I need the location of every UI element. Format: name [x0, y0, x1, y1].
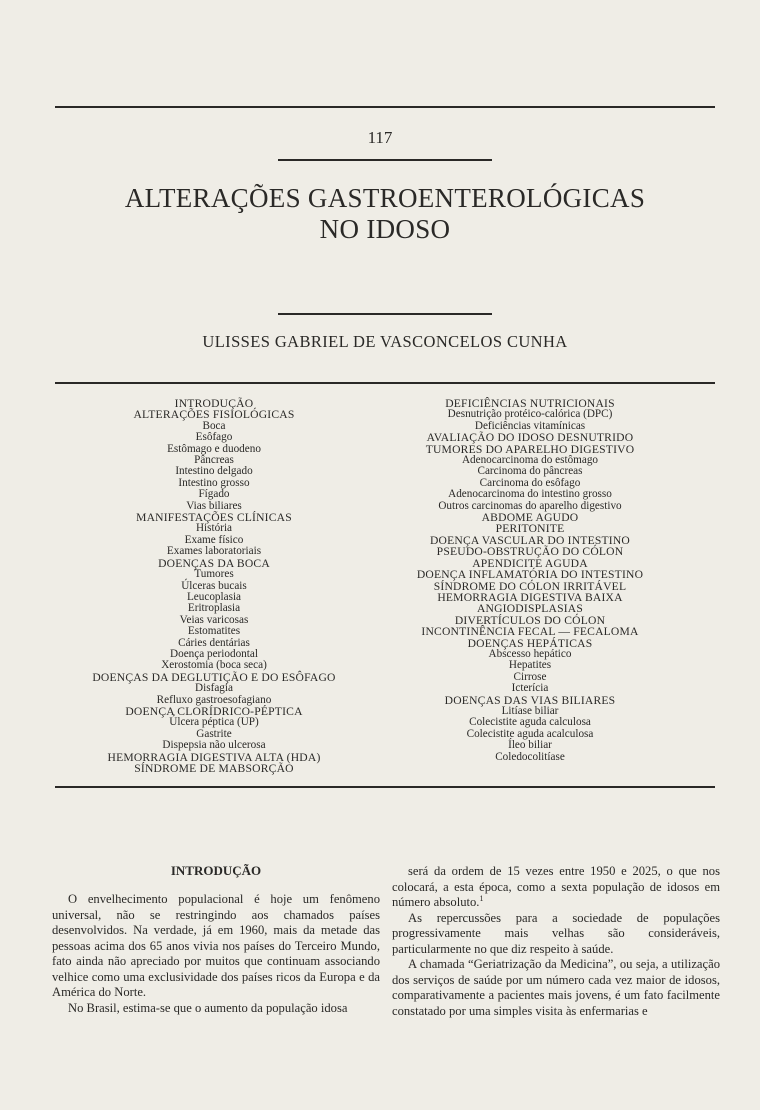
toc-subsection: Carcinoma do pâncreas — [477, 465, 583, 478]
toc-subsection: Doença periodontal — [170, 647, 258, 660]
toc-subsection: Fígado — [198, 488, 230, 501]
chapter-number-rule — [278, 159, 492, 161]
toc-subsection: Úlcera péptica (UP) — [169, 716, 259, 729]
toc-subsection: Carcinoma do esôfago — [479, 476, 581, 489]
toc-subsection: Vias biliares — [186, 499, 242, 512]
toc-section-heading: DOENÇA CLORÍDRICO-PÉPTICA — [125, 704, 303, 718]
toc-subsection: Outros carcinomas do aparelho digestivo — [438, 499, 622, 512]
toc-section-heading: DOENÇAS DA DEGLUTIÇÃO E DO ESÔFAGO — [92, 670, 336, 684]
chapter-title-line-1: ALTERAÇÕES GASTROENTEROLÓGICAS — [124, 183, 646, 213]
toc-section-heading: DEFICIÊNCIAS NUTRICIONAIS — [445, 397, 615, 410]
toc-section-heading: ANGIODISPLASIAS — [476, 602, 584, 616]
section-heading-introducao: INTRODUÇÃO — [170, 863, 262, 878]
body-paragraph: As repercussões para a sociedade de populações progressivamente mais velhas são consideráveis, particularmente no que diz respeito à saúde. — [392, 910, 720, 956]
toc-subsection: Esôfago — [195, 431, 233, 444]
body-paragraph: No Brasil, estima-se que o aumento da população idosa — [68, 1000, 348, 1015]
toc-subsection: Cáries dentárias — [178, 636, 250, 649]
toc-subsection: Colecistite aguda calculosa — [469, 716, 591, 729]
toc-section-heading: PERITONITE — [495, 522, 565, 536]
toc-subsection: Veias varicosas — [179, 613, 249, 626]
toc-subsection: Pâncreas — [194, 454, 234, 467]
toc-section-heading: ABDOME AGUDO — [481, 511, 579, 525]
toc-section-heading: HEMORRAGIA DIGESTIVA ALTA (HDA) — [107, 750, 321, 764]
toc-subsection: Abscesso hepático — [488, 647, 572, 660]
toc-section-heading: DOENÇA INFLAMATÓRIA DO INTESTINO — [416, 568, 644, 582]
toc-subsection: Intestino delgado — [175, 465, 253, 478]
toc-section-heading: APENDICITE AGUDA — [472, 556, 588, 570]
body-paragraph — [392, 864, 720, 911]
toc-subsection: Exame físico — [184, 533, 244, 546]
toc-section-heading: DOENÇAS HEPÁTICAS — [467, 636, 593, 650]
toc-top-rule — [55, 382, 715, 384]
toc-section-heading: INTRODUÇÃO — [174, 397, 254, 410]
toc-left-column — [64, 398, 364, 774]
toc-subsection: Leucoplasia — [186, 590, 242, 603]
paragraph-text: será da ordem de 15 vezes entre 1950 e 2025, o que nos colocará, a esta época, como a sexta população de idosos em número absoluto. — [392, 864, 720, 909]
toc-section-heading: INCONTINÊNCIA FECAL — FECALOMA — [421, 625, 639, 639]
toc-subsection: Estomatites — [187, 625, 241, 638]
toc-subsection: Boca — [202, 419, 226, 432]
toc-subsection: Refluxo gastroesofagiano — [156, 693, 272, 706]
toc-subsection: Icterícia — [511, 682, 549, 695]
toc-subsection: Úlceras bucais — [181, 579, 247, 592]
toc-section-heading: ALTERAÇÕES FISIOLÓGICAS — [133, 408, 295, 422]
toc-subsection: Dispepsia não ulcerosa — [162, 739, 266, 752]
toc-subsection: Xerostomia (boca seca) — [161, 659, 267, 672]
chapter-title — [0, 183, 760, 245]
toc-subsection: Hepatites — [508, 659, 552, 672]
toc-subsection: Exames laboratoriais — [166, 545, 262, 558]
toc-subsection: Adenocarcinoma do estômago — [461, 454, 599, 467]
toc-section-heading: DOENÇA VASCULAR DO INTESTINO — [429, 533, 631, 547]
toc-section-heading: SÍNDROME DE MABSORÇÃO — [134, 762, 294, 775]
toc-subsection: Cirrose — [513, 670, 547, 683]
toc-section-heading: TUMORES DO APARELHO DIGESTIVO — [425, 442, 635, 456]
toc-subsection: Gastrite — [196, 727, 232, 740]
toc-section-heading: PSEUDO-OBSTRUÇÃO DO CÓLON — [436, 545, 624, 559]
toc-subsection: Coledocolitíase — [495, 750, 565, 763]
toc-subsection: História — [195, 522, 233, 535]
toc-section-heading: MANIFESTAÇÕES CLÍNICAS — [136, 511, 292, 525]
toc-subsection: Tumores — [194, 568, 234, 581]
toc-bottom-rule — [55, 786, 715, 788]
chapter-number: 117 — [367, 128, 393, 147]
toc-section-heading: DOENÇAS DAS VIAS BILIARES — [444, 693, 616, 707]
toc-section-heading: DOENÇAS DA BOCA — [158, 556, 270, 570]
toc-subsection: Litíase biliar — [501, 704, 559, 717]
toc-section-heading: HEMORRAGIA DIGESTIVA BAIXA — [437, 590, 623, 604]
reference-superscript: 1 — [479, 893, 484, 903]
toc-subsection: Desnutrição protéico-calórica (DPC) — [447, 408, 613, 421]
body-paragraph: O envelhecimento populacional é hoje um fenômeno universal, não se restringindo aos chamados países desenvolvidos. Na verdade, já em 1960, mais da metade das pessoas acima dos 65 anos vivia nos países do Terceiro Mundo, fato ainda não apreciado por muitos que continuam associando velhice como uma exclusividade dos países ricos da Europa e da América do Norte. — [52, 892, 380, 999]
toc-subsection: Eritroplasia — [187, 602, 241, 615]
toc-subsection: Colecistite aguda acalculosa — [466, 727, 594, 740]
top-rule — [55, 106, 715, 108]
body-left-column — [52, 892, 380, 1016]
toc-right-column — [380, 398, 680, 763]
toc-section-heading: DIVERTÍCULOS DO CÓLON — [454, 613, 606, 627]
toc-subsection: Estômago e duodeno — [167, 442, 261, 455]
toc-subsection: Íleo biliar — [508, 739, 552, 752]
toc-subsection: Deficiências vitamínicas — [474, 419, 586, 432]
body-paragraph: A chamada “Geriatrização da Medicina”, ou seja, a utilização dos serviços de saúde por um número cada vez maior de idosos, comparativamente a pacientes mais jovens, é um fato facilmente constatado por uma simples visita às enfermarias e — [392, 957, 720, 1018]
toc-subsection: Disfagia — [195, 682, 233, 695]
toc-section-heading: AVALIAÇÃO DO IDOSO DESNUTRIDO — [426, 431, 634, 445]
toc-section-heading: SÍNDROME DO CÓLON IRRITÁVEL — [433, 579, 627, 593]
toc-subsection: Intestino grosso — [178, 476, 250, 489]
body-right-column — [392, 864, 720, 1019]
title-rule — [278, 313, 492, 315]
author-name: ULISSES GABRIEL DE VASCONCELOS CUNHA — [202, 332, 568, 351]
chapter-title-line-2: NO IDOSO — [319, 214, 451, 244]
toc-subsection: Adenocarcinoma do intestino grosso — [448, 488, 612, 501]
